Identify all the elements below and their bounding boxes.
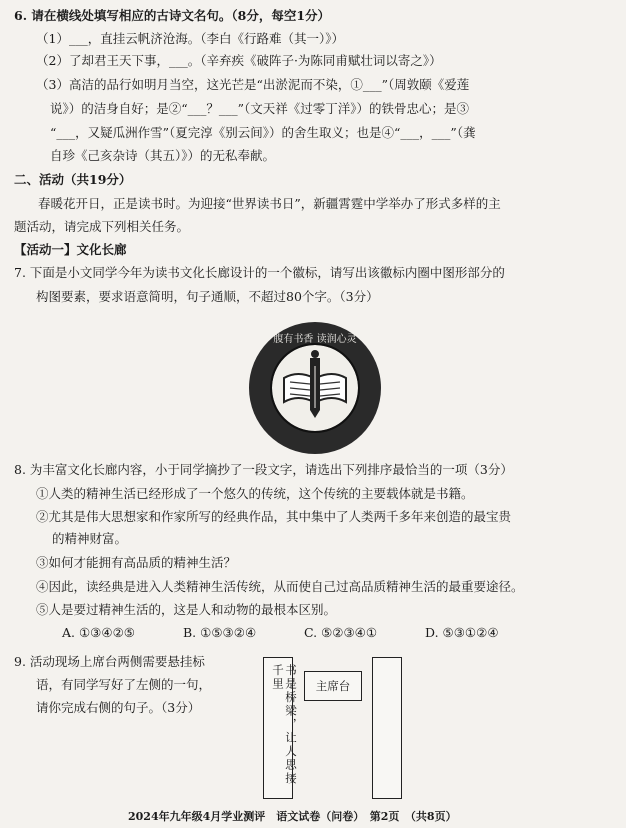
section2-intro-2: 题活动，请完成下列相关任务。	[14, 219, 190, 234]
logo-ring-text: 腹有书香 读润心灵	[273, 334, 357, 345]
q8-option-b: B. ①⑤③②④	[183, 625, 257, 640]
right-couplet-blank-scroll[interactable]	[372, 657, 402, 799]
q8-sentence-5: ⑤人是要过精神生活的，这是人和动物的最根本区别。	[36, 602, 337, 617]
q8-option-a: A. ①③④②⑤	[62, 625, 136, 640]
reading-emblem-logo	[240, 318, 390, 458]
q8-sentence-2b: 的精神财富。	[52, 531, 128, 546]
q8-option-d: D. ⑤③①②④	[425, 625, 499, 640]
section2-intro-1: 春暖花开日，正是读书时。为迎接“世界读书日”，新疆霄霆中学举办了形式多样的主	[38, 196, 501, 211]
q9-line-2: 语，有同学写好了左侧的一句，	[36, 677, 212, 692]
q6-line-5: “___，又疑瓜洲作雪”（夏完淳《别云间》）的舍生取义；也是④“___，___”（龚	[50, 125, 476, 140]
q6-title: 6. 请在横线处填写相应的古诗文名句。（8分，每空1分）	[14, 8, 331, 23]
q8-line-1: 8. 为丰富文化长廊内容，小于同学摘抄了一段文字，请选出下列排序最恰当的一项（3分）	[14, 462, 513, 477]
pen-nib-icon	[310, 350, 320, 418]
page-footer: 2024年九年级4月学业测评 语文试卷（问卷） 第2页 （共8页）	[128, 810, 457, 823]
q8-sentence-4: ④因此，读经典是进入人类精神生活传统，从而使自己过高品质精神生活的最重要途径。	[36, 579, 524, 594]
q6-line-4: 说》）的洁身自好；是②“___？___”（文天祥《过零丁洋》）的铁骨忠心；是③	[50, 101, 470, 116]
q9-line-3: 请你完成右侧的句子。（3分）	[36, 700, 201, 715]
q7-line-2: 构图要素，要求语意简明，句子通顺，不超过80个字。（3分）	[36, 289, 379, 304]
podium-label: 主席台	[304, 671, 362, 701]
q7-line-1: 7. 下面是小文同学今年为读书文化长廊设计的一个徽标，请写出该徽标内圈中图形部分的	[14, 265, 505, 280]
q9-line-1: 9. 活动现场上席台两侧需要悬挂标	[14, 654, 205, 669]
q8-option-c: C. ⑤②③④①	[304, 625, 378, 640]
q6-line-1: （1）___，直挂云帆济沧海。（李白《行路难（其一）》）	[36, 31, 344, 46]
q6-line-3: （3）高洁的品行如明月当空，这光芒是“出淤泥而不染，①___”（周敦颐《爱莲	[36, 77, 470, 92]
q6-line-6: 自珍《己亥杂诗（其五）》）的无私奉献。	[50, 148, 276, 163]
left-couplet-text: 书是桥梁，让人思接千里	[271, 664, 298, 786]
q8-sentence-3: ③如何才能拥有高品质的精神生活？	[36, 555, 237, 570]
section2-title: 二、活动（共19分）	[14, 172, 132, 187]
q6-line-2: （2）了却君王天下事，___。（辛弃疾《破阵子·为陈同甫赋壮词以寄之》）	[36, 53, 442, 68]
activity1-title: 【活动一】文化长廊	[14, 242, 127, 257]
q8-sentence-1: ①人类的精神生活已经形成了一个悠久的传统，这个传统的主要载体就是书籍。	[36, 486, 474, 501]
q8-sentence-2a: ②尤其是伟大思想家和作家所写的经典作品，其中集中了人类两千多年来创造的最宝贵	[36, 509, 512, 524]
